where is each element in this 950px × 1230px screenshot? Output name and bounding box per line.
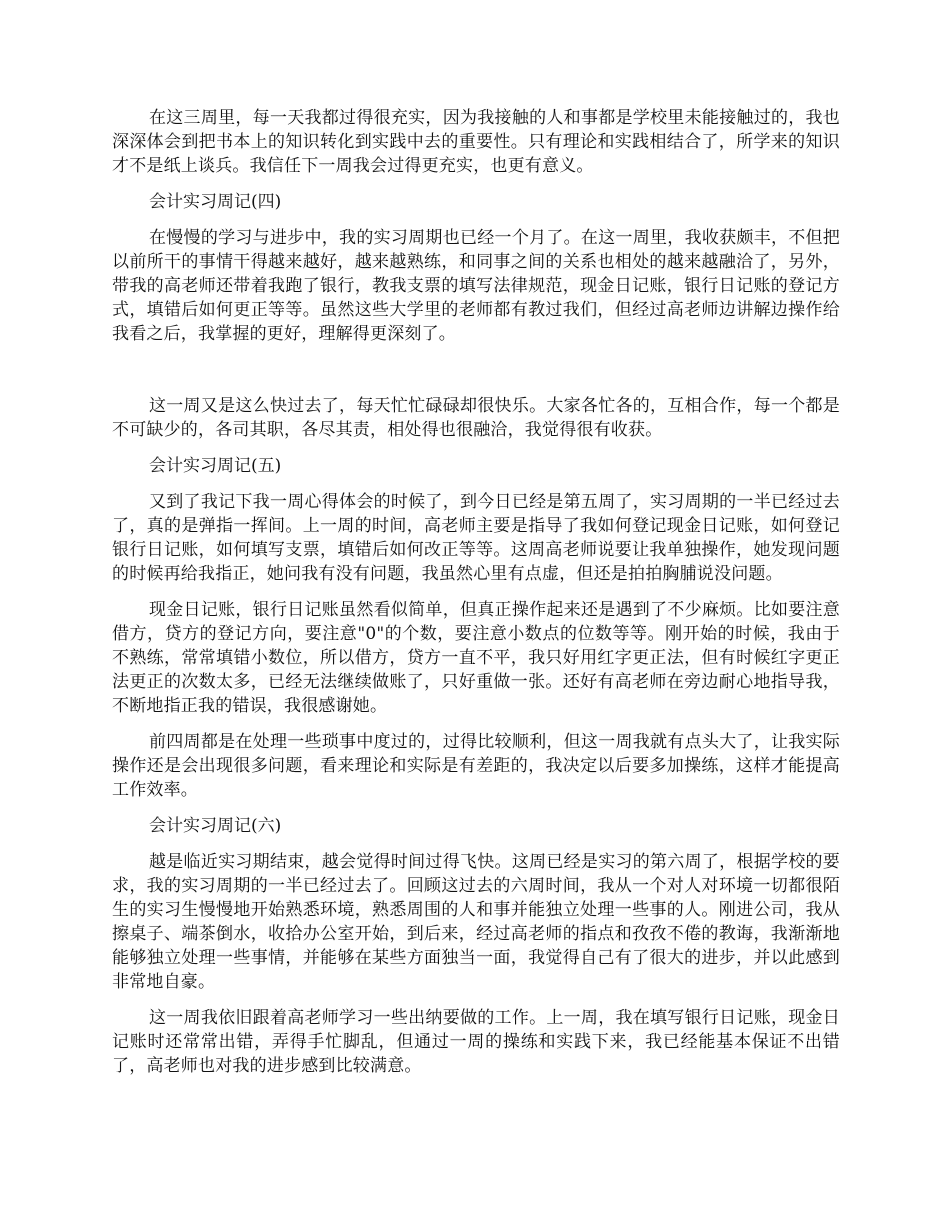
paragraph: 这一周我依旧跟着高老师学习一些出纳要做的工作。上一周，我在填写银行日记账，现金日记账时还常常出错，弄得手忙脚乱，但通过一周的操练和实践下来，我已经能基本保证不出错了，高老师也对我的进步感到比较满意。 <box>112 1008 840 1076</box>
paragraph: 在慢慢的学习与进步中，我的实习周期也已经一个月了。在这一周里，我收获颇丰，不但把以前所干的事情干得越来越好，越来越熟练，和同事之间的关系也相处的越来越融洽了，另外，带我的高老师还带着我跑了银行，教我支票的填写法律规范，现金日记账，银行日记账的登记方式，填错后如何更正等等。虽然这些大学里的老师都有教过我们，但经过高老师边讲解边操作给我看之后，我掌握的更好，理解得更深刻了。 <box>112 228 840 344</box>
paragraph: 现金日记账，银行日记账虽然看似简单，但真正操作起来还是遇到了不少麻烦。比如要注意借方，贷方的登记方向，要注意"0"的个数，要注意小数点的位数等等。刚开始的时候，我由于不熟练，常常填错小数位，所以借方，贷方一直不平，我只好用红字更正法，但有时候红字更正法更正的次数太多，已经无法继续做账了，只好重做一张。还好有高老师在旁边耐心地指导我，不断地指正我的错误，我很感谢她。 <box>112 600 840 716</box>
paragraph: 在这三周里，每一天我都过得很充实，因为我接触的人和事都是学校里未能接触过的，我也深深体会到把书本上的知识转化到实践中去的重要性。只有理论和实践相结合了，所学来的知识才不是纸上谈兵。我信任下一周我会过得更充实，也更有意义。 <box>112 108 840 176</box>
paragraph: 这一周又是这么快过去了，每天忙忙碌碌却很快乐。大家各忙各的，互相合作，每一个都是不可缺少的，各司其职，各尽其责，相处得也很融洽，我觉得很有收获。 <box>112 396 840 440</box>
section-heading: 会计实习周记(四) <box>149 192 282 212</box>
paragraph: 前四周都是在处理一些琐事中度过的，过得比较顺利，但这一周我就有点头大了，让我实际操作还是会出现很多问题，看来理论和实际是有差距的，我决定以后要多加操练，这样才能提高工作效率。 <box>112 732 840 800</box>
blank-gap <box>112 358 840 394</box>
section-heading: 会计实习周记(五) <box>149 456 282 476</box>
document-page <box>112 106 840 1090</box>
paragraph: 越是临近实习期结束，越会觉得时间过得飞快。这周已经是实习的第六周了，根据学校的要求，我的实习周期的一半已经过去了。回顾这过去的六周时间，我从一个对人对环境一切都很陌生的实习生慢慢地开始熟悉环境，熟悉周围的人和事并能独立处理一些事的人。刚进公司，我从擦桌子、端茶倒水，收拾办公室开始，到后来，经过高老师的指点和孜孜不倦的教诲，我渐渐地能够独立处理一些事情，并能够在某些方面独当一面，我觉得自己有了很大的进步，并以此感到非常地自豪。 <box>112 852 840 992</box>
paragraph: 又到了我记下我一周心得体会的时候了，到今日已经是第五周了，实习周期的一半已经过去了，真的是弹指一挥间。上一周的时间，高老师主要是指导了我如何登记现金日记账，如何登记银行日记账，如何填写支票，填错后如何改正等等。这周高老师说要让我单独操作，她发现问题的时候再给我指正，她问我有没有问题，我虽然心里有点虚，但还是拍拍胸脯说没问题。 <box>112 492 840 584</box>
section-heading: 会计实习周记(六) <box>149 816 282 836</box>
